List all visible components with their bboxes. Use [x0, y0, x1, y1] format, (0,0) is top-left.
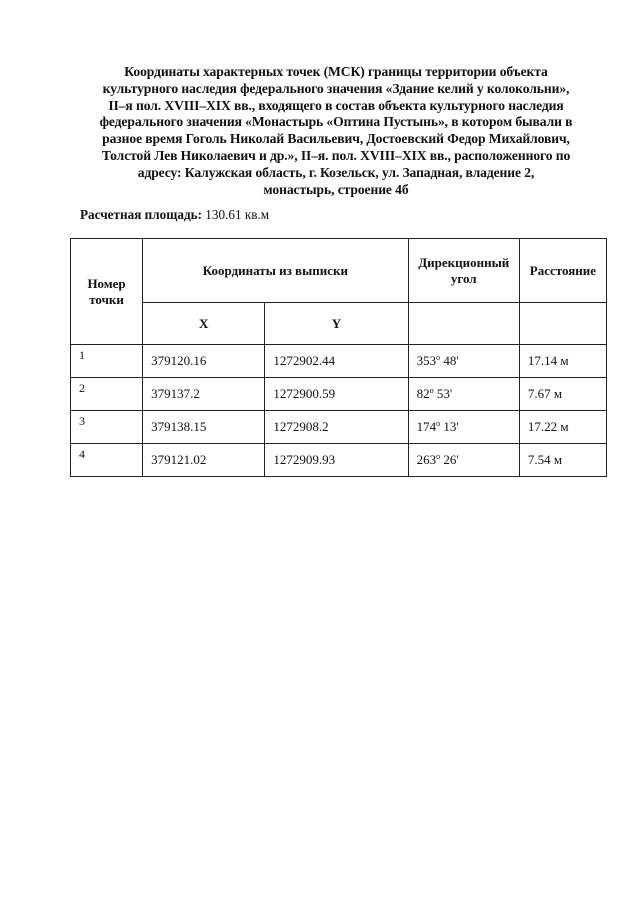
distance: 17.22 м — [519, 411, 606, 444]
point-number: 2 — [71, 378, 143, 411]
degree-sign: o — [436, 452, 441, 461]
header-empty — [408, 303, 519, 345]
header-distance: Расстояние — [519, 239, 606, 303]
y-coordinate: 1272909.93 — [265, 444, 408, 477]
degree-sign: o — [429, 386, 434, 395]
distance: 7.54 м — [519, 444, 606, 477]
x-coordinate: 379120.16 — [143, 345, 265, 378]
y-coordinate: 1272900.59 — [265, 378, 408, 411]
point-number: 4 — [71, 444, 143, 477]
header-direction-angle: Дирекционный угол — [408, 239, 519, 303]
header-y: Y — [265, 303, 408, 345]
title-line: адресу: Калужская область, г. Козельск, ул. Западная, владение 2, — [137, 164, 535, 180]
table-subheader-row — [71, 303, 607, 345]
x-coordinate: 379137.2 — [143, 378, 265, 411]
direction-angle: 263$^o$ 26' — [408, 444, 519, 477]
table-header-row — [71, 239, 607, 303]
point-number: 1 — [71, 345, 143, 378]
x-coordinate: 379138.15 — [143, 411, 265, 444]
header-empty — [519, 303, 606, 345]
title-line: разное время Гоголь Николай Васильевич, Достоевский Федор Михайлович, — [102, 131, 570, 147]
calculated-area — [80, 207, 269, 223]
header-x: X — [143, 303, 265, 345]
direction-angle: 82$^o$ 53' — [408, 378, 519, 411]
table-row — [71, 411, 607, 444]
title-line: культурного наследия федерального значения «Здание келий у колокольни», — [102, 80, 570, 96]
x-coordinate: 379121.02 — [143, 444, 265, 477]
area-value: 130.61 кв.м — [205, 207, 270, 222]
direction-angle: 174$^o$ 13' — [408, 411, 519, 444]
y-coordinate: 1272902.44 — [265, 345, 408, 378]
title-line: Координаты характерных точек (МСК) границы территории объекта — [124, 64, 548, 79]
area-label: Расчетная площадь: — [80, 207, 202, 222]
point-number: 3 — [71, 411, 143, 444]
table-row — [71, 378, 607, 411]
degree-sign: o — [436, 419, 441, 428]
header-point-number: Номер точки — [71, 239, 143, 345]
header-coordinates: Координаты из выписки — [143, 239, 408, 303]
title-line: II–я пол. XVIII–XIX вв., входящего в состав объекта культурного наследия — [108, 97, 564, 113]
coordinates-table — [70, 238, 607, 477]
title-line: федерального значения «Монастырь «Оптина Пустынь», в котором бывали в — [99, 114, 573, 130]
distance: 17.14 м — [519, 345, 606, 378]
y-coordinate: 1272908.2 — [265, 411, 408, 444]
title-line: монастырь, строение 4б — [263, 181, 409, 197]
direction-angle: 353$^o$ 48' — [408, 345, 519, 378]
degree-sign: o — [436, 353, 441, 362]
document-title — [80, 64, 592, 198]
title-line: Толстой Лев Николаевич и др.», II–я. пол. XVIII–XIX вв., расположенного по — [101, 147, 571, 163]
table-row — [71, 444, 607, 477]
distance: 7.67 м — [519, 378, 606, 411]
table-row — [71, 345, 607, 378]
